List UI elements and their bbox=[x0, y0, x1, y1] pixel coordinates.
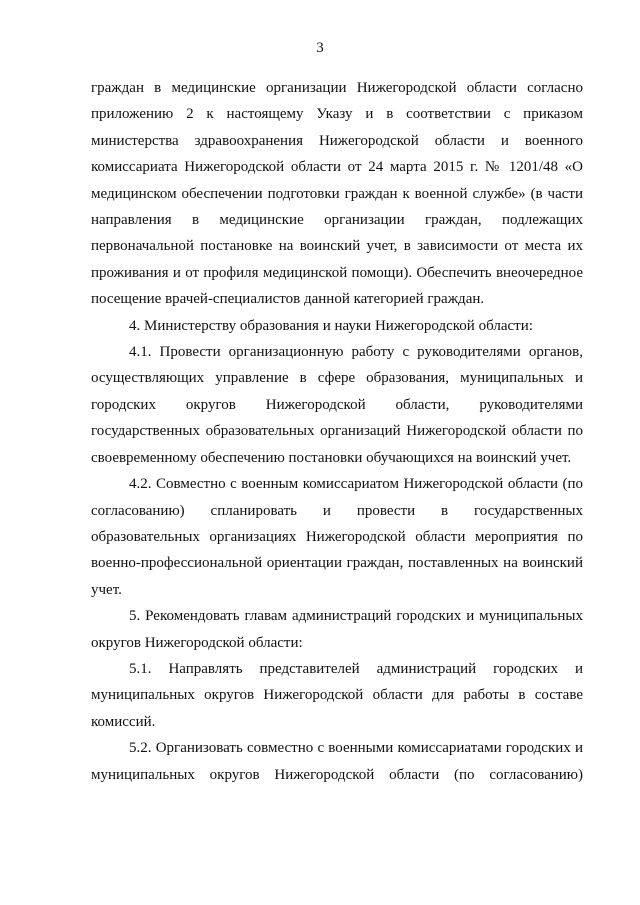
page-number: 3 bbox=[316, 40, 324, 56]
paragraph-item-4-1: 4.1. Провести организационную работу с руководителями органов, осуществляющих управление в сфере образования, муниципальных и городских округов Нижегородской области, руководителями государственных образовательных организаций Нижегородской области по своевременному обеспечению постановки обучающихся на воинский учет. bbox=[91, 344, 583, 466]
paragraph-item-5-1: 5.1. Направлять представителей администраций городских и муниципальных округов Нижегородской области для работы в составе комиссий. bbox=[91, 660, 583, 730]
paragraph-item-5: 5. Рекомендовать главам администраций городских и муниципальных округов Нижегородской области: bbox=[91, 608, 583, 651]
paragraph-item-4: 4. Министерству образования и науки Нижегородской области: bbox=[129, 317, 533, 334]
paragraph-item-4-2: 4.2. Совместно с военным комиссариатом Нижегородской области (по согласованию) спланировать и провести в государственных образовательных организациях Нижегородской области мероприятия по военно-профессиональной ориентации граждан, поставленных на воинский учет. bbox=[91, 476, 583, 598]
paragraph-item-5-2: 5.2. Организовать совместно с военными комиссариатами городских и муниципальных округов Нижегородской области (по согласованию) bbox=[91, 740, 583, 783]
paragraph-continuation: граждан в медицинские организации Нижегородской области согласно приложению 2 к настоящему Указу и в соответствии с приказом министерства здравоохранения Нижегородской области и военного комиссариата Нижегородской области от 24 марта 2015 г. № 1201/48 «О медицинском обеспечении подготовки граждан к военной службе» (в части направления в медицинские организации граждан, подлежащих первоначальной постановке на воинский учет, в зависимости от места их проживания и от профиля медицинской помощи). Обеспечить внеочередное посещение врачей-специалистов данной категорией граждан. bbox=[91, 80, 583, 308]
document-body bbox=[91, 75, 583, 788]
